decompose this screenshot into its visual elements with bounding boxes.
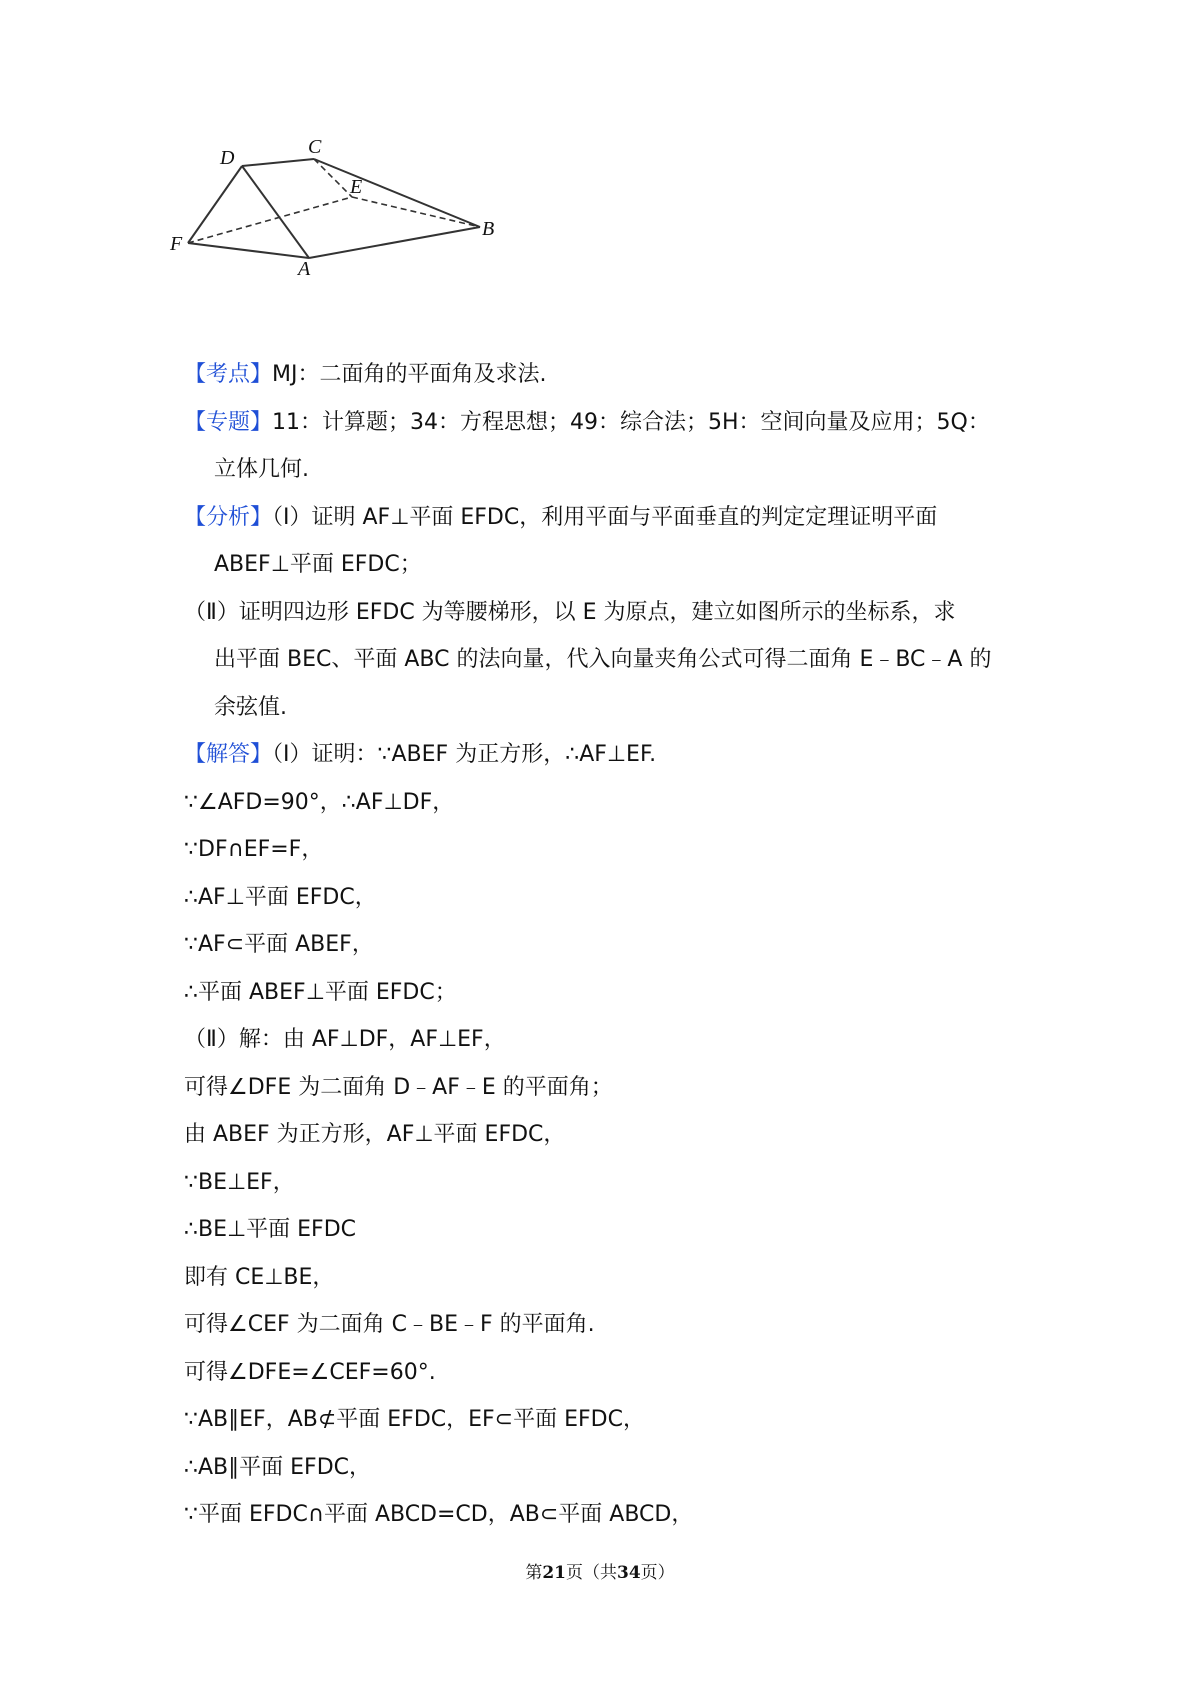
proof-line: 可得∠DFE=∠CEF=60°. [184, 1359, 436, 1385]
kaodian-tag: 【考点】 [184, 362, 273, 387]
fenxi-line-1 [184, 494, 1024, 542]
fenxi-line-4: 出平面 BEC、平面 ABC 的法向量，代入向量夹角公式可得二面角 E﹣BC﹣A 的 [214, 647, 992, 672]
jieda-first-text: （Ⅰ）证明：∵ABEF 为正方形，∴AF⊥EF. [272, 742, 657, 767]
proof-line: ∵AF⊂平面 ABEF， [184, 932, 374, 957]
fenxi-line-3: （Ⅱ）证明四边形 EFDC 为等腰梯形，以 E 为原点，建立如图所示的坐标系，求 [184, 599, 956, 625]
jieda-tag: 【解答】 [184, 742, 273, 767]
edge-FA [188, 243, 309, 258]
proof-line: 可得∠CEF 为二面角 C﹣BE﹣F 的平面角. [184, 1312, 595, 1337]
jieda-line-first [184, 731, 1024, 779]
geometry-figure [170, 136, 550, 310]
proof-line: 可得∠DFE 为二面角 D﹣AF﹣E 的平面角； [184, 1074, 613, 1100]
proof-line: ∴平面 ABEF⊥平面 EFDC； [184, 979, 457, 1005]
label-C: C [308, 136, 322, 158]
page-footer [0, 1558, 1200, 1583]
kaodian-line [184, 351, 1024, 399]
zhuanti-tag: 【专题】 [184, 409, 273, 435]
label-F: F [170, 233, 183, 255]
label-A: A [298, 258, 311, 280]
edge-CE [314, 159, 352, 197]
proof-line: ∵∠AFD=90°，∴AF⊥DF， [184, 789, 455, 815]
page-number: 21 [542, 1563, 566, 1583]
edge-AB [309, 227, 480, 258]
zhuanti-line-1 [184, 399, 1024, 447]
proof-line: （Ⅱ）解：由 AF⊥DF，AF⊥EF， [184, 1027, 506, 1052]
footer-pre: 第 [525, 1563, 543, 1583]
edge-DF [188, 166, 242, 243]
edge-CB [314, 159, 480, 227]
fenxi-text-1: （Ⅰ）证明 AF⊥平面 EFDC，利用平面与平面垂直的判定定理证明平面 [272, 504, 938, 530]
total-pages: 34 [617, 1563, 641, 1583]
proof-line: ∵DF∩EF=F， [184, 837, 324, 862]
fenxi-line-5: 余弦值. [214, 694, 287, 720]
label-D: D [220, 147, 235, 169]
footer-post: 页） [640, 1563, 675, 1583]
edge-DC [242, 159, 314, 166]
proof-line: ∵BE⊥EF， [184, 1169, 295, 1195]
fenxi-line-2: ABEF⊥平面 EFDC； [214, 552, 422, 577]
proof-line: ∵平面 EFDC∩平面 ABCD=CD，AB⊂平面 ABCD， [184, 1502, 694, 1527]
label-B: B [482, 218, 495, 240]
fenxi-tag: 【分析】 [184, 504, 273, 530]
proof-line: 由 ABEF 为正方形，AF⊥平面 EFDC， [184, 1122, 566, 1147]
proof-line: 即有 CE⊥BE， [184, 1264, 335, 1290]
label-E: E [350, 176, 363, 198]
proof-line: ∴AF⊥平面 EFDC， [184, 884, 377, 910]
proof-line: ∴AB∥平面 EFDC， [184, 1454, 371, 1480]
zhuanti-line-2: 立体几何. [214, 457, 309, 482]
footer-mid: 页（共 [566, 1563, 617, 1583]
zhuanti-text-1: 11：计算题；34：方程思想；49：综合法；5H：空间向量及应用；5Q： [272, 409, 990, 435]
kaodian-text: MJ：二面角的平面角及求法. [272, 362, 547, 387]
document-body [184, 351, 1024, 1539]
proof-line: ∴BE⊥平面 EFDC [184, 1217, 357, 1242]
pyramid-diagram [170, 136, 550, 310]
proof-line: ∵AB∥EF，AB⊄平面 EFDC，EF⊂平面 EFDC， [184, 1407, 645, 1432]
